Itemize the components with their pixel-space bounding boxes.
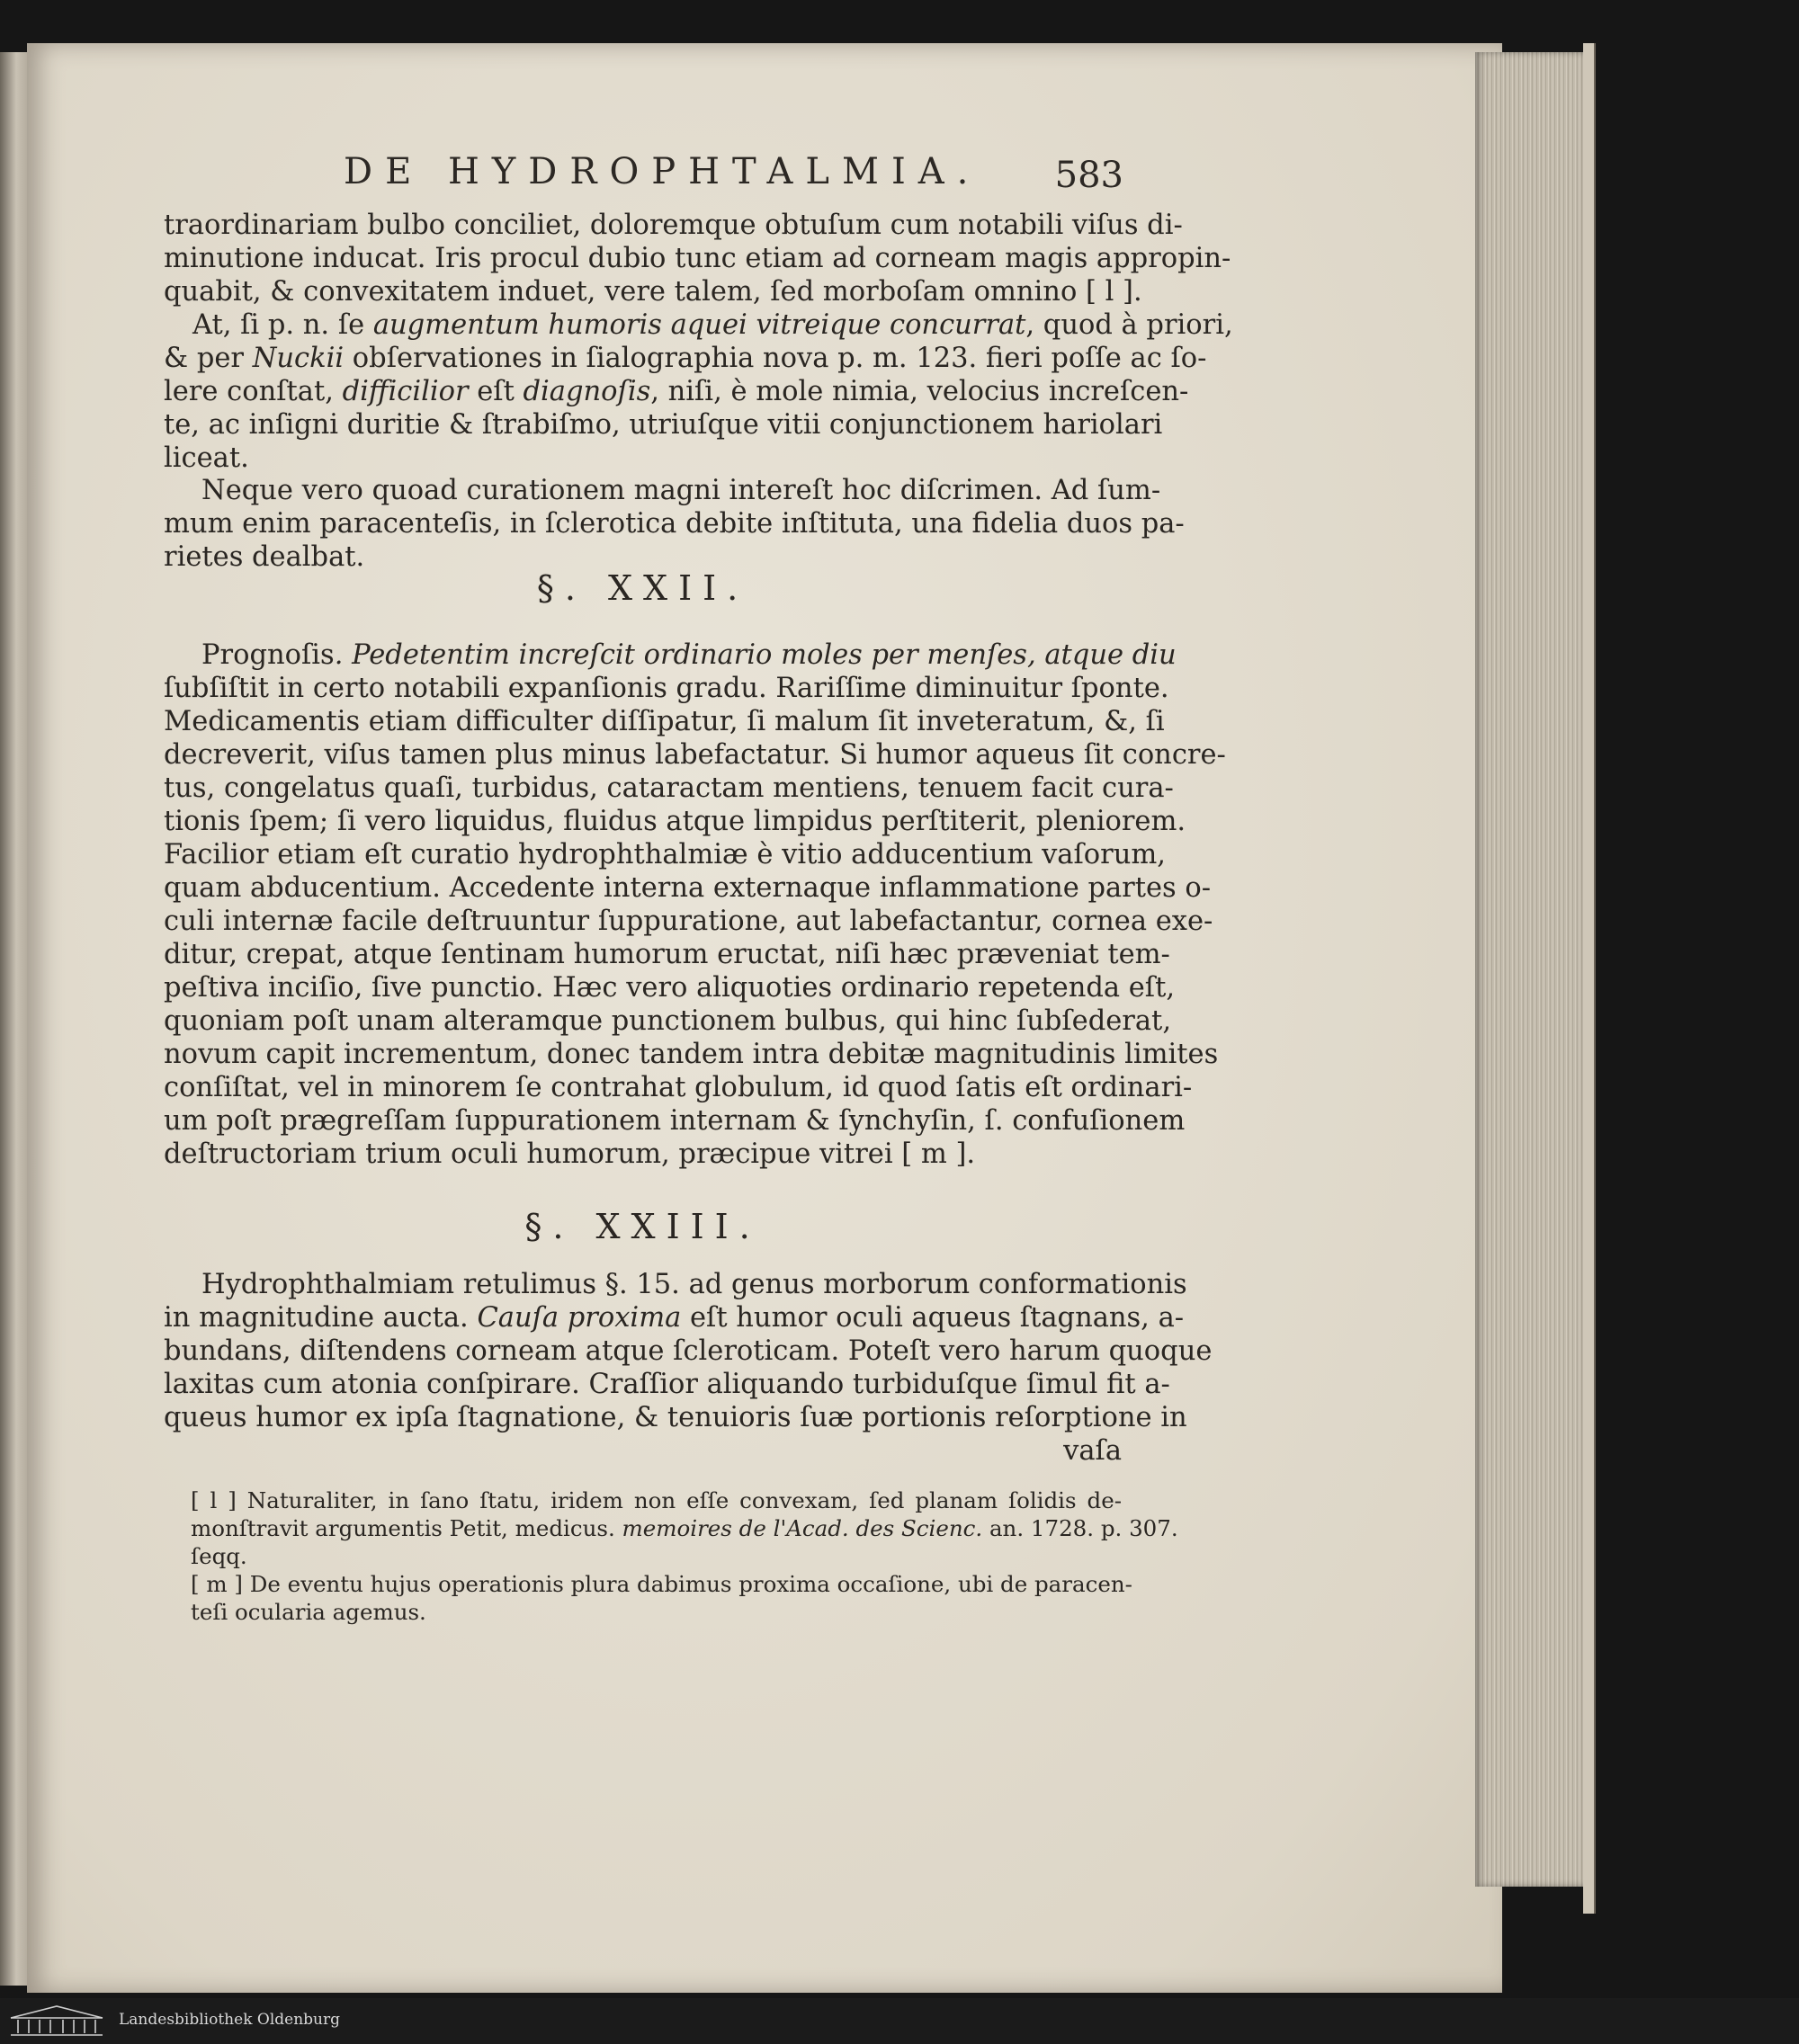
text-line: Neque vero quoad curationem magni intereſt hoc diſcrimen. Ad ſum-: [201, 475, 1161, 506]
text-run: um poſt prægreſſam ſuppurationem internam & ſynchyſin, ſ. confuſionem: [164, 1105, 1186, 1137]
library-footer: [0, 1998, 1799, 2044]
text-run: vaſa: [1063, 1435, 1122, 1467]
text-run: ditur, crepat, atque ſentinam humorum eructat, niſi hæc præveniat tem-: [164, 939, 1170, 970]
text-line: [164, 1301, 1185, 1334]
text-line: [164, 1434, 1122, 1468]
text-run: quam abducentium. Accedente interna externaque inflammatione partes o-: [164, 872, 1212, 904]
text-run: [ l ] Naturaliter, in ſano ſtatu, iridem non eſſe convexam, ſed planam ſolidis de-: [191, 1487, 1122, 1513]
page-header: [164, 151, 1122, 196]
text-line: [164, 375, 1189, 408]
italic-run: difficilior: [342, 376, 469, 407]
text-run: Hydrophthalmiam retulimus §. 15. ad genus morborum conformationis: [201, 1269, 1187, 1300]
text-line: [191, 1598, 1122, 1626]
text-line: [164, 1334, 1213, 1368]
text-run: & per: [164, 343, 253, 374]
text-run: peſtiva inciſio, ſive punctio. Hæc vero aliquoties ordinario repetenda eſt,: [164, 972, 1176, 1004]
paragraph-4: [164, 638, 1226, 1171]
text-run: Facilior etiam eſt curatio hydrophthalmiæ è vitio adducentium vaſorum,: [164, 839, 1166, 870]
text-run: culi internæ facile deſtruuntur ſuppuratione, aut labefactantur, cornea exe-: [164, 906, 1213, 937]
text-line: [164, 805, 1186, 838]
text-run: laxitas cum atonia conſpirare. Craſſior aliquando turbiduſque ſimul fit a-: [164, 1369, 1170, 1400]
text-run: conſiſtat, vel in minorem ſe contrahat globulum, id quod ſatis eſt ordinari-: [164, 1072, 1193, 1103]
text-line: te, ac inſigni duritie & ſtrabiſmo, utriuſque vitii conjunctionem hariolari: [164, 409, 1163, 441]
text-run: queus humor ex ipſa ſtagnatione, & tenuioris ſuæ portionis reſorptione in: [164, 1402, 1187, 1433]
running-head: DE HYDROPHTALMIA.: [344, 151, 981, 192]
text-run: quoniam poſt unam alteramque punctionem bulbus, qui hinc ſubſederat,: [164, 1005, 1172, 1037]
library-name: Landesbibliothek Oldenburg: [119, 2011, 341, 2029]
text-line: traordinariam bulbo conciliet, doloremque obtuſum cum notabili viſus di-: [164, 210, 1183, 241]
text-line: quabit, & convexitatem induet, vere talem, ſed morboſam omnino [ l ].: [164, 276, 1142, 308]
section-heading-23: §. XXIII.: [524, 1207, 761, 1246]
text-line: [164, 1071, 1193, 1104]
text-line: [191, 1486, 1122, 1514]
footnote-l: [191, 1486, 1178, 1570]
text-line: [164, 342, 1207, 375]
text-line: mum enim paracenteſis, in ſclerotica debite inſtituta, una fidelia duos pa-: [164, 508, 1185, 540]
previous-page-edge: [0, 52, 27, 1986]
text-run: tus, congelatus quaſi, turbidus, cataractam mentiens, tenuem facit cura-: [164, 772, 1174, 804]
text-line: [164, 871, 1212, 905]
text-line: [164, 738, 1226, 772]
paragraph-1: [164, 209, 1231, 308]
text-line: [164, 938, 1170, 971]
text-run: eſt humor oculi aqueus ſtagnans, a-: [681, 1302, 1185, 1334]
text-line: [164, 705, 1165, 738]
text-line: [191, 1542, 1122, 1570]
book-cover-edge: [1583, 43, 1596, 1914]
text-run: decreverit, viſus tamen plus minus labefactatur. Si humor aqueus ſit concre-: [164, 739, 1226, 771]
text-run: teſi ocularia agemus.: [191, 1599, 426, 1625]
text-line: [164, 1138, 1122, 1171]
text-line: [164, 672, 1169, 705]
section-heading-22: §. XXII.: [536, 568, 749, 608]
text-run: novum capit incrementum, donec tandem intra debitæ magnitudinis limites: [164, 1039, 1219, 1070]
text-run: bundans, diſtendens corneam atque ſcleroticam. Poteſt vero harum quoque: [164, 1335, 1213, 1367]
text-line: liceat.: [164, 442, 249, 474]
text-line: [164, 772, 1174, 805]
library-building-icon: [7, 2004, 106, 2038]
paragraph-3: [164, 474, 1185, 574]
book-fore-edge: [1475, 52, 1583, 1887]
text-line: [164, 1368, 1170, 1401]
text-run: At, ſi p. n. ſe: [192, 309, 373, 341]
text-line: [164, 1038, 1219, 1071]
text-run: Medicamentis etiam difficulter diſſipatur, ſi malum ſit inveteratum, &, ſi: [164, 706, 1165, 737]
text-run: in magnitudine aucta.: [164, 1302, 478, 1334]
italic-run: Nuckii: [252, 343, 345, 374]
text-run: an. 1728. p. 307.: [982, 1515, 1178, 1541]
text-line: [164, 905, 1213, 938]
italic-run: . Pedetentim increſcit ordinario moles per menſes, atque diu: [334, 639, 1177, 671]
text-run: eſt: [468, 376, 524, 407]
italic-run: augmentum humoris aquei vitreique concurrat: [372, 309, 1026, 341]
paragraph-2: [164, 308, 1233, 475]
paragraph-5: [164, 1268, 1213, 1468]
text-run: Prognoſis: [201, 639, 335, 671]
text-line: [164, 1004, 1172, 1038]
text-line: minutione inducat. Iris procul dubio tunc etiam ad corneam magis appropin-: [164, 243, 1231, 274]
page-number: 583: [1054, 155, 1123, 196]
text-line: [164, 1268, 1187, 1301]
text-run: deſtructoriam trium oculi humorum, præcipue vitrei [ m ].: [164, 1138, 976, 1170]
italic-run: memoires de l'Acad. des Scienc.: [622, 1515, 983, 1541]
text-line: [191, 1514, 1178, 1542]
text-run: tionis ſpem; ſi vero liquidus, fluidus atque limpidus perſtiterit, pleniorem.: [164, 806, 1186, 837]
text-run: lere conſtat,: [164, 376, 343, 407]
text-run: ſeqq.: [191, 1543, 247, 1569]
text-line: [191, 1570, 1132, 1598]
italic-run: Cauſa proxima: [477, 1302, 682, 1334]
text-line: [164, 1104, 1186, 1138]
text-line: [164, 1401, 1187, 1434]
text-line: rietes dealbat.: [164, 541, 365, 573]
text-line: [164, 838, 1166, 871]
text-line: [164, 308, 1233, 342]
text-run: obſervationes in ſialographia nova p. m. 123. fieri poſſe ac ſo-: [344, 343, 1207, 374]
text-line: [164, 638, 1177, 672]
text-run: , quod à priori,: [1025, 309, 1233, 341]
footnote-m: [191, 1570, 1132, 1626]
text-run: , niſi, è mole nimia, velocius increſcen-: [650, 376, 1189, 407]
italic-run: diagnoſis: [523, 376, 651, 407]
text-run: [ m ] De eventu hujus operationis plura dabimus proxima occaſione, ubi de paracen-: [191, 1571, 1132, 1597]
text-run: monſtravit argumentis Petit, medicus.: [191, 1515, 622, 1541]
text-line: [164, 971, 1176, 1004]
text-run: ſubſiſtit in certo notabili expanſionis gradu. Rariſſime diminuitur ſponte.: [164, 673, 1169, 704]
